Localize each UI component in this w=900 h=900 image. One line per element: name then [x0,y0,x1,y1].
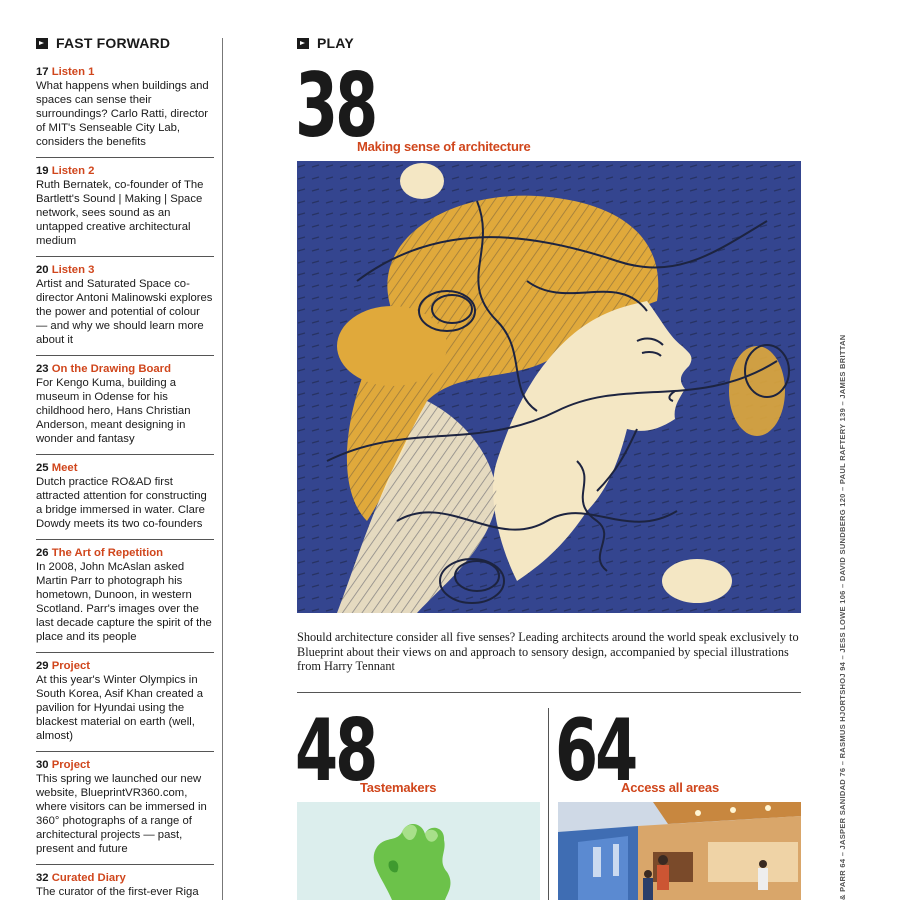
toc-entry-art-of-repetition[interactable] [36,546,214,644]
feature-standfirst: Should architecture consider all five senses? Leading architects around the world speak exclusively to Blueprint about their views on and approach to sensory design, accompanied by special illustrations from Harry Tennant [297,630,799,673]
play-column [297,0,801,900]
section-rule [297,692,801,693]
toc-divider [36,539,214,540]
toc-divider [36,157,214,158]
feature-page-number: 38 [295,53,376,158]
column-divider [222,38,223,900]
toc-entry-description: Dutch practice RO&AD first attracted attention for constructing a bridge immersed in water. Clare Dowdy meets its two co-founders [36,476,207,530]
toc-entry-description: Artist and Saturated Space co-director Antoni Malinowski explores the power and potential of colour — and why we should learn more about it [36,278,213,346]
toc-entry-page-number: 32 [36,872,49,884]
toc-entry-drawing-board[interactable] [36,362,214,446]
story-page-number: 64 [555,699,636,801]
toc-entry-page-number: 19 [36,165,49,177]
toc-divider [36,751,214,752]
toc-entry-title: Project [51,759,91,771]
toc-entry-description: In 2008, John McAslan asked Martin Parr to photograph his hometown, Dunoon, in western Scotland. Parr's images over the last decade capture the spirit of the place and its people [36,561,212,643]
toc-divider [36,355,214,356]
play-heading-text: PLAY [317,35,354,51]
toc-entry-title: Listen 1 [51,66,95,78]
story-title[interactable]: Tastemakers [360,780,437,795]
toc-entry-project-vr360[interactable] [36,758,214,856]
toc-entry-page-number: 17 [36,66,49,78]
toc-divider [36,256,214,257]
fast-forward-column [36,0,214,900]
feature-illustration[interactable] [297,161,801,613]
toc-entry-title: Listen 2 [51,165,95,177]
cream-blob [729,346,785,436]
toc-entry-page-number: 30 [36,759,49,771]
toc-entry-title: Curated Diary [51,872,126,884]
toc-entry-title: Project [51,660,91,672]
toc-entry-page-number: 29 [36,660,49,672]
access-all-areas-image[interactable] [558,802,801,900]
story-title[interactable]: Access all areas [621,780,719,795]
toc-entry-title: The Art of Repetition [51,547,164,559]
toc-entry-curated-diary[interactable] [36,871,214,899]
toc-entry-description: The curator of the first-ever Riga [36,886,199,898]
toc-entry-description: For Kengo Kuma, building a museum in Odense for his childhood hero, Hans Christian Anderson, meant designing in wonder and fantasy [36,377,191,445]
cream-blob [400,163,444,199]
toc-divider [36,864,214,865]
toc-entry-project-hyundai[interactable] [36,659,214,743]
toc-entry-title: Meet [51,462,78,474]
cream-blob [662,559,732,603]
tastemakers-image[interactable] [297,802,540,900]
toc-entry-page-number: 23 [36,363,49,375]
toc-entry-listen-2[interactable] [36,164,214,248]
toc-entry-description: At this year's Winter Olympics in South Korea, Asif Khan created a pavilion for Hyundai using the blackest material on earth (well, almost) [36,674,204,742]
toc-entry-description: This spring we launched our new website, BlueprintVR360.com, where visitors can be immersed in 360° photographs of a range of architectural projects — past, present and future [36,773,207,855]
fast-forward-icon [36,38,48,49]
play-icon [297,38,309,49]
toc-entry-title: Listen 3 [51,264,95,276]
toc-divider [36,454,214,455]
play-heading [297,35,354,51]
toc-divider [36,652,214,653]
toc-entry-description: Ruth Bernatek, co-founder of The Bartlett's Sound | Making | Space network, sees sound as an untapped creative architectural medium [36,179,204,247]
contributors-rail: & PARR 64 – JASPER SANIDAD 76 – RASMUS HJORTSHOJ 94 – JESS LOWE 106 – DAVID SUNDBERG 120 – PAUL RAFTERY 139 – JAMES BRITTAN [838,334,847,900]
toc-entry-meet[interactable] [36,461,214,531]
toc-entry-page-number: 26 [36,547,49,559]
story-page-number: 48 [295,699,376,801]
toc-entry-page-number: 20 [36,264,49,276]
story-divider [548,708,549,900]
toc-entry-title: On the Drawing Board [51,363,171,375]
fast-forward-heading [36,35,170,51]
feature-title[interactable]: Making sense of architecture [357,139,531,154]
toc-entry-listen-1[interactable] [36,65,214,149]
hair-bun [337,306,447,386]
toc-entry-description: What happens when buildings and spaces can sense their surroundings? Carlo Ratti, director of MIT's Senseable City Lab, considers the benefits [36,80,209,148]
toc-entry-page-number: 25 [36,462,49,474]
toc-entry-listen-3[interactable] [36,263,214,347]
fast-forward-heading-text: FAST FORWARD [56,35,171,51]
